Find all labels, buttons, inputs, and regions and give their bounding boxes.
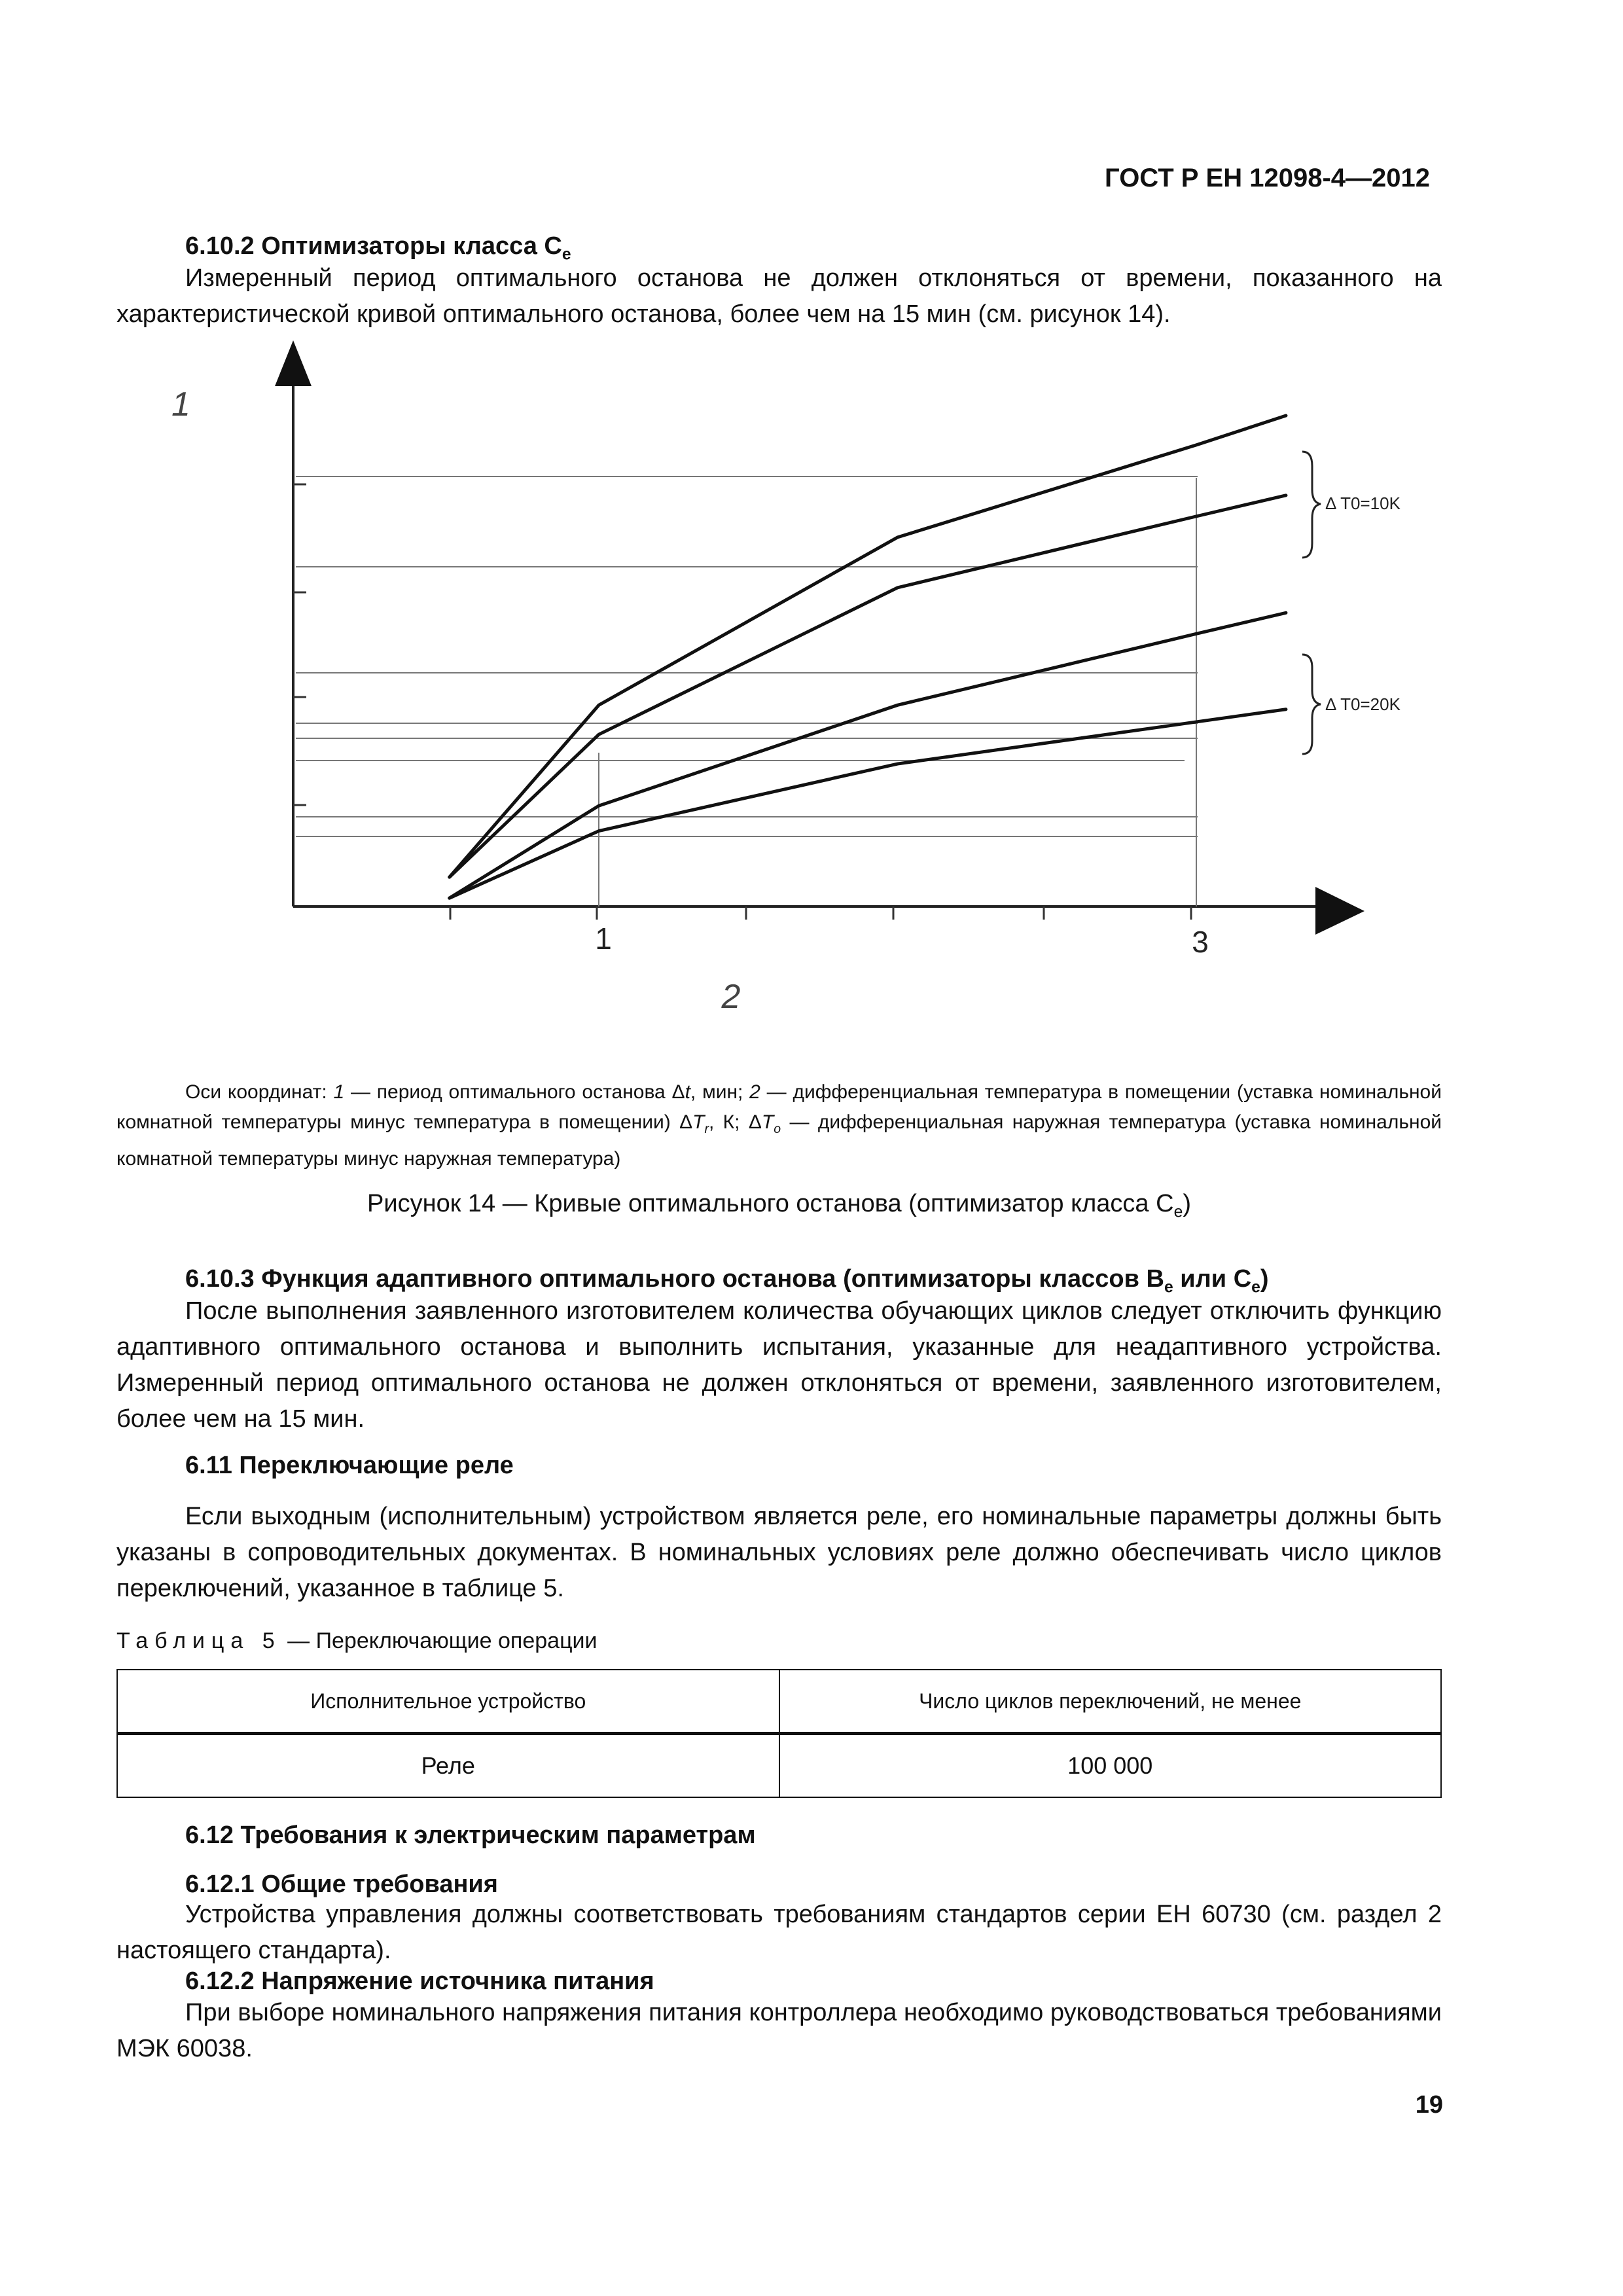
section-6-12-title: 6.12 Требования к электрическим параметрам <box>185 1821 756 1849</box>
brace-dt-10k <box>1302 452 1321 558</box>
brace-label-10k: Δ T0=10K <box>1325 493 1400 513</box>
document-code: ГОСТ Р ЕН 12098-4—2012 <box>1105 164 1430 192</box>
curve-series-1 <box>450 416 1286 877</box>
table-cell: Реле <box>117 1734 779 1798</box>
table-header-cell: Число циклов переключений, не менее <box>779 1670 1442 1734</box>
section-6-11-title: 6.11 Переключающие реле <box>185 1452 514 1479</box>
section-6-10-2-paragraph: Измеренный период оптимального останова не должен отклоняться от времени, показанного на характеристической кривой оптимального останова, более чем на 15 мин (см. рисунок 14). <box>116 264 1442 328</box>
x-tick-label-1: 1 <box>595 922 612 956</box>
reference-lines <box>296 476 1198 836</box>
chart-curves <box>450 416 1286 898</box>
table-cell: 100 000 <box>779 1734 1442 1798</box>
section-6-12-1-title: 6.12.1 Общие требования <box>185 1871 498 1898</box>
section-6-12-2-paragraph: При выборе номинального напряжения питания контроллера необходимо руководствоваться требованиями МЭК 60038. <box>116 1999 1442 2062</box>
table-5-title: Таблица 5 — Переключающие операции <box>116 1628 597 1653</box>
table-5 <box>116 1669 1442 1798</box>
table-row <box>117 1734 1441 1798</box>
x-axis-arrow <box>1315 887 1364 935</box>
table-header-cell: Исполнительное устройство <box>117 1670 779 1734</box>
section-6-10-3-paragraph: После выполнения заявленного изготовителем количества обучающих циклов следует отключить функцию адаптивного оптимального останова и выполнить испытания, указанные для неадаптивного устройства. Измеренный период оптимального останова не должен отклоняться от времени, заявленного изготовителем, более чем на 15 мин. <box>116 1297 1442 1433</box>
section-6-10-3-title: 6.10.3 Функция адаптивного оптимального останова (оптимизаторы классов $B_е$ или $C_е$) <box>185 1265 1269 1297</box>
x-axis-label: 2 <box>721 978 741 1016</box>
x-ticks <box>450 906 1191 920</box>
section-6-11-paragraph: Если выходным (исполнительным) устройством является реле, его номинальные параметры должны быть указаны в сопроводительных документах. В номинальных условиях реле должно обеспечивать число циклов переключений, указанное в таблице 5. <box>116 1503 1442 1602</box>
table-header-row <box>117 1670 1441 1734</box>
figure-14-title: Рисунок 14 — Кривые оптимального останова (оптимизатор класса $C_е$) <box>367 1190 1191 1221</box>
y-axis-arrow <box>275 340 312 386</box>
curve-series-4 <box>450 709 1286 898</box>
y-axis-label: 1 <box>171 386 190 423</box>
brace-dt-20k <box>1302 655 1321 754</box>
x-tick-label-3: 3 <box>1192 925 1209 959</box>
y-ticks <box>293 484 306 805</box>
figure-14-chart <box>116 331 1442 1037</box>
section-6-10-2-title: 6.10.2 Оптимизаторы класса $C_е$ <box>185 232 571 264</box>
figure-14-notes: Оси координат: 1 — период оптимального останова Δt, мин; 2 — дифференциальная температура в помещении (уставка номинальной комнатной температуры минус температура в помещении) $\Delta T_r$, К; $\Delta T_o$ — дифференциальная наружная температура (уставка номинальной комнатной температуры минус наружная температура) <box>116 1081 1442 1170</box>
section-6-12-2-title: 6.12.2 Напряжение источника питания <box>185 1967 654 1995</box>
page-number: 19 <box>1415 2091 1443 2119</box>
section-6-12-1-paragraph: Устройства управления должны соответствовать требованиям стандартов серии ЕН 60730 (см. раздел 2 настоящего стандарта). <box>116 1901 1442 1964</box>
brace-label-20k: Δ T0=20K <box>1325 694 1400 714</box>
